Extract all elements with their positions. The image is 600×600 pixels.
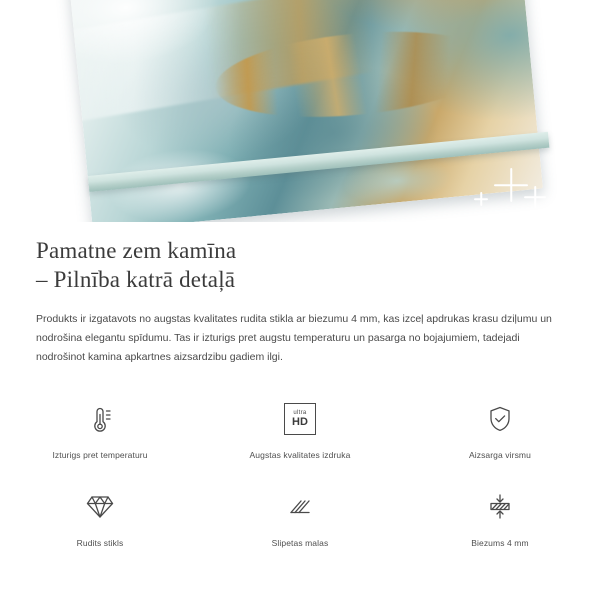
- text-content: [0, 222, 600, 367]
- thickness-icon: [483, 486, 517, 528]
- glass-panel-artwork: [67, 0, 543, 222]
- ultra-hd-badge-bottom: HD: [292, 416, 308, 428]
- feature-item-print-quality: [200, 392, 400, 480]
- headline-line-2: – Pilnība katrā detaļā: [36, 267, 236, 292]
- ultra-hd-icon: [284, 398, 316, 440]
- feature-item-temperature: [0, 392, 200, 480]
- feature-label: Augstas kvalitates izdruka: [249, 450, 351, 460]
- headline-line-1: Pamatne zem kamīna: [36, 238, 237, 263]
- thermometer-icon: [83, 398, 117, 440]
- feature-label: Slipetas malas: [271, 538, 329, 548]
- diamond-icon: [83, 486, 117, 528]
- feature-item-polished-edges: [200, 480, 400, 568]
- polished-edges-icon: [283, 486, 317, 528]
- page-title: [0, 222, 600, 294]
- hero-image: [0, 0, 600, 222]
- feature-item-thickness: [400, 480, 600, 568]
- shield-check-icon: [483, 398, 517, 440]
- feature-item-tempered-glass: [0, 480, 200, 568]
- feature-label: Biezums 4 mm: [471, 538, 529, 548]
- feature-label: Rudits stikls: [76, 538, 124, 548]
- gold-vein-detail: [212, 21, 499, 128]
- ultra-hd-badge-top: ultra: [293, 410, 307, 416]
- feature-item-surface-protection: [400, 392, 600, 480]
- description-paragraph: Produkts ir izgatavots no augstas kvalitates rudita stikla ar biezumu 4 mm, kas izceļ apdrukas krasu dziļumu un nodrošina elegantu spīdumu. Tas ir izturigs pret augstu temperaturu un pasarga no bojajumiem, tadejadi nodrošinot kamina apkartnes aizsardzibu gadiem ilgi.: [36, 313, 552, 363]
- feature-grid: [0, 392, 600, 568]
- feature-label: Izturigs pret temperaturu: [52, 450, 148, 460]
- feature-label: Aizsarga virsmu: [468, 450, 531, 460]
